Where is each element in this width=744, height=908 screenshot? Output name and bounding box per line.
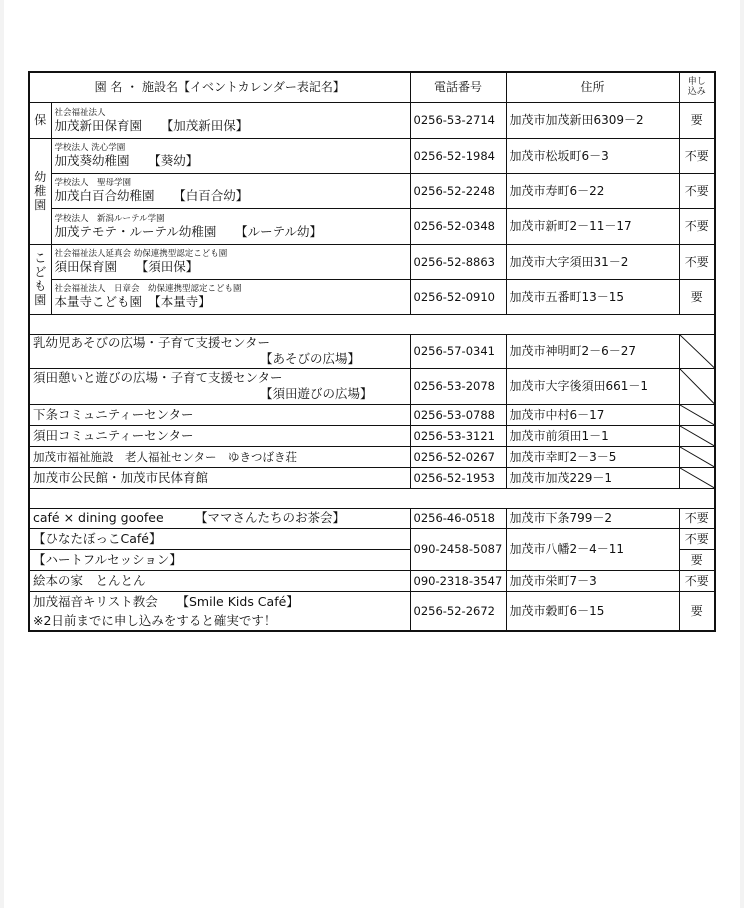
phone-cell: 090-2458-5087 — [410, 528, 506, 570]
event-name-cell: café × dining goofee 【ママさんたちのお茶会】 — [29, 508, 410, 528]
header-name: 園 名 ・ 施設名【イベントカレンダー表記名】 — [29, 72, 410, 102]
table-row — [29, 570, 715, 591]
phone-cell: 0256-46-0518 — [410, 508, 506, 528]
phone-cell: 0256-53-0788 — [410, 404, 506, 425]
address-cell: 加茂市寿町6－22 — [506, 173, 679, 208]
phone-cell: 0256-53-2078 — [410, 368, 506, 404]
table-row — [29, 173, 715, 208]
phone-cell: 0256-52-2672 — [410, 591, 506, 631]
address-cell: 加茂市新町2－11－17 — [506, 208, 679, 244]
facility-name-cell: 乳幼児あそびの広場・子育て支援センター 【あそびの広場】 — [29, 334, 410, 368]
facility-name-cell: 下条コミュニティーセンター — [29, 404, 410, 425]
request-na-cell — [679, 467, 715, 488]
facility-name-cell: 学校法人 洗心学園 加茂葵幼稚園 【葵幼】 — [51, 138, 410, 173]
facility-name-cell: 社会福祉法人 加茂新田保育園 【加茂新田保】 — [51, 102, 410, 138]
event-name-cell: 【ひなたぼっこCafé】 — [29, 528, 410, 549]
table-row — [29, 279, 715, 314]
table-row — [29, 334, 715, 368]
address-cell: 加茂市八幡2－4－11 — [506, 528, 679, 570]
phone-cell: 090-2318-3547 — [410, 570, 506, 591]
document-page — [4, 0, 740, 908]
phone-cell: 0256-52-2248 — [410, 173, 506, 208]
address-cell: 加茂市穀町6－15 — [506, 591, 679, 631]
phone-cell: 0256-53-3121 — [410, 425, 506, 446]
phone-cell: 0256-52-0267 — [410, 446, 506, 467]
address-cell: 加茂市下条799－2 — [506, 508, 679, 528]
table-row — [29, 508, 715, 528]
facility-table — [28, 71, 716, 632]
address-cell: 加茂市前須田1－1 — [506, 425, 679, 446]
phone-cell: 0256-52-0348 — [410, 208, 506, 244]
separator-cell — [29, 488, 715, 508]
request-na-cell — [679, 334, 715, 368]
table-row — [29, 368, 715, 404]
address-cell: 加茂市加茂229－1 — [506, 467, 679, 488]
separator-row — [29, 314, 715, 334]
phone-cell: 0256-53-2714 — [410, 102, 506, 138]
request-cell: 不要 — [679, 173, 715, 208]
address-cell: 加茂市中村6－17 — [506, 404, 679, 425]
table-row — [29, 467, 715, 488]
facility-name-cell: 加茂市公民館・加茂市民体育館 — [29, 467, 410, 488]
table-row — [29, 446, 715, 467]
header-phone: 電話番号 — [410, 72, 506, 102]
request-cell: 不要 — [679, 508, 715, 528]
facility-name-cell: 社会福祉法人延真会 幼保連携型認定こども園 須田保育園 【須田保】 — [51, 244, 410, 279]
separator-row — [29, 488, 715, 508]
event-name-cell: 【ハートフルセッション】 — [29, 549, 410, 570]
phone-cell: 0256-52-1984 — [410, 138, 506, 173]
table-row — [29, 404, 715, 425]
table-row — [29, 591, 715, 631]
address-cell: 加茂市大字須田31－2 — [506, 244, 679, 279]
phone-cell: 0256-57-0341 — [410, 334, 506, 368]
request-cell: 不要 — [679, 570, 715, 591]
phone-cell: 0256-52-0910 — [410, 279, 506, 314]
category-kodomoen: こ ど も 園 — [29, 244, 51, 314]
address-cell: 加茂市五番町13－15 — [506, 279, 679, 314]
request-na-cell — [679, 368, 715, 404]
facility-name-cell: 須田コミュニティーセンター — [29, 425, 410, 446]
table-row — [29, 425, 715, 446]
category-hoiku: 保 — [29, 102, 51, 138]
event-note: ※2日前までに申し込みをすると確実です！ — [33, 612, 277, 628]
header-address: 住所 — [506, 72, 679, 102]
request-na-cell — [679, 404, 715, 425]
request-cell: 不要 — [679, 208, 715, 244]
table-row — [29, 138, 715, 173]
address-cell: 加茂市加茂新田6309－2 — [506, 102, 679, 138]
request-cell: 不要 — [679, 528, 715, 549]
category-youchien: 幼 稚 園 — [29, 138, 51, 244]
phone-cell: 0256-52-1953 — [410, 467, 506, 488]
phone-cell: 0256-52-8863 — [410, 244, 506, 279]
table-row — [29, 208, 715, 244]
facility-name-cell: 加茂市福祉施設 老人福祉センター ゆきつばき荘 — [29, 446, 410, 467]
event-name-cell: 加茂福音キリスト教会 【Smile Kids Café】 ※2日前までに申し込みをすると確実です！ — [29, 591, 410, 631]
request-cell: 要 — [679, 102, 715, 138]
request-cell: 要 — [679, 279, 715, 314]
facility-name-cell: 須田憩いと遊びの広場・子育て支援センター 【須田遊びの広場】 — [29, 368, 410, 404]
address-cell: 加茂市大字後須田661－1 — [506, 368, 679, 404]
table-row — [29, 102, 715, 138]
table-row — [29, 528, 715, 549]
address-cell: 加茂市栄町7－3 — [506, 570, 679, 591]
header-row — [29, 72, 715, 102]
event-name-cell: 絵本の家 とんとん — [29, 570, 410, 591]
address-cell: 加茂市松坂町6－3 — [506, 138, 679, 173]
request-cell: 不要 — [679, 138, 715, 173]
request-na-cell — [679, 425, 715, 446]
address-cell: 加茂市幸町2－3－5 — [506, 446, 679, 467]
facility-name-cell: 学校法人 新潟ルーテル学園 加茂テモテ・ルーテル幼稚園 【ルーテル幼】 — [51, 208, 410, 244]
address-cell: 加茂市神明町2－6－27 — [506, 334, 679, 368]
header-request: 申し 込み — [679, 72, 715, 102]
table-row — [29, 244, 715, 279]
request-cell: 要 — [679, 591, 715, 631]
separator-cell — [29, 314, 715, 334]
facility-name-cell: 社会福祉法人 日章会 幼保連携型認定こども園 本量寺こども園 【本量寺】 — [51, 279, 410, 314]
request-cell: 要 — [679, 549, 715, 570]
request-cell: 不要 — [679, 244, 715, 279]
facility-name-cell: 学校法人 聖母学園 加茂白百合幼稚園 【白百合幼】 — [51, 173, 410, 208]
request-na-cell — [679, 446, 715, 467]
